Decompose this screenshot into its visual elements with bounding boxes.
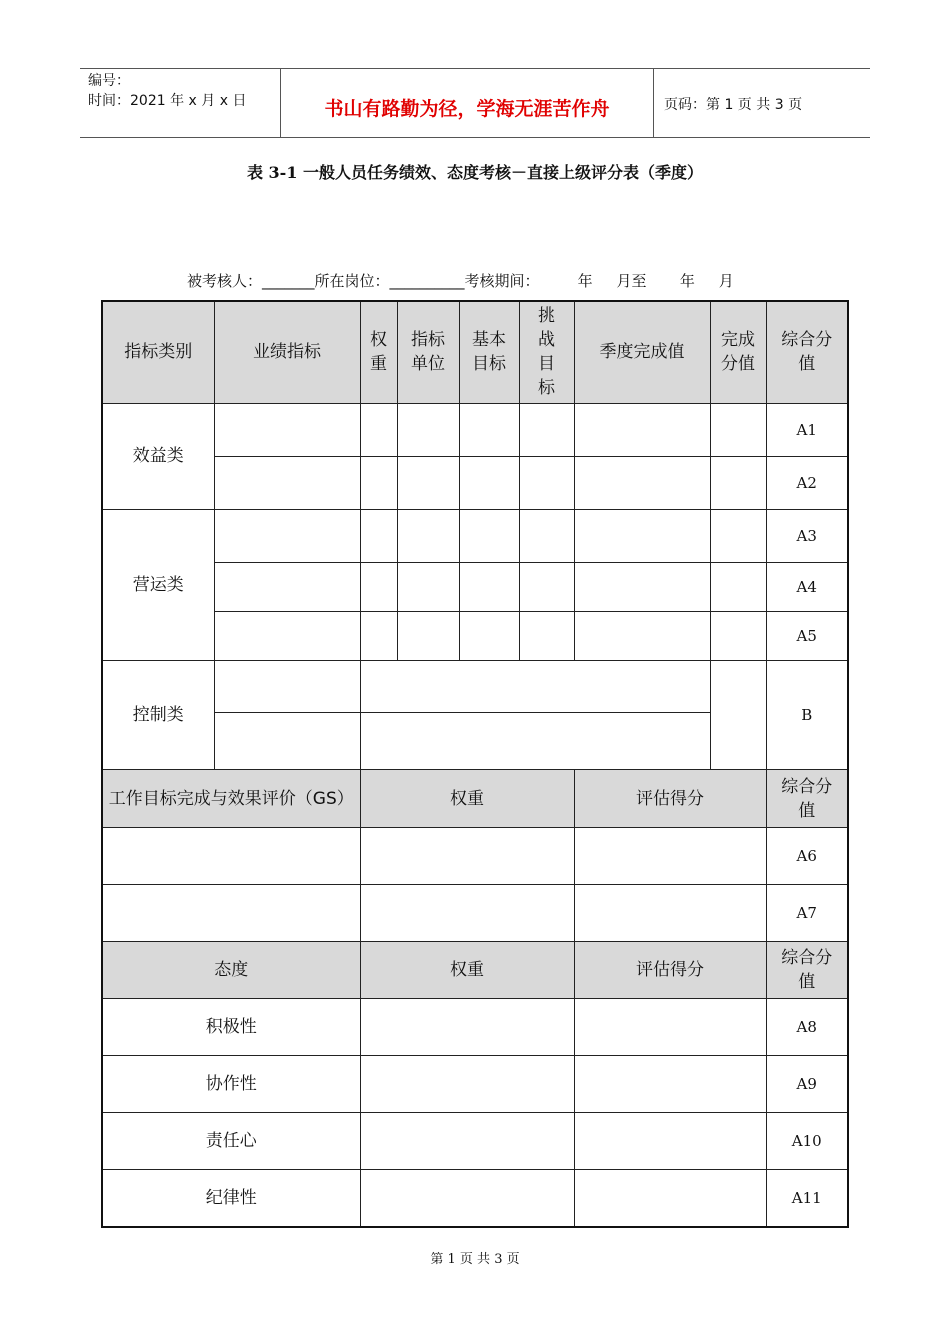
cell[interactable] [360,884,574,941]
cell[interactable] [102,884,360,941]
col-header: 权重 [360,301,397,403]
cell[interactable] [574,1170,766,1227]
cell[interactable] [574,509,710,562]
score-code: A3 [766,509,848,562]
table-row [102,661,848,713]
cell[interactable] [214,509,360,562]
gs-weight-header: 权重 [360,770,574,827]
gs-header-row [102,770,848,827]
cell[interactable] [574,563,710,612]
cell[interactable] [710,612,766,661]
cell[interactable] [519,403,574,456]
attitude-label: 积极性 [102,998,360,1055]
cell[interactable] [360,563,397,612]
score-code: A9 [766,1056,848,1113]
cell[interactable] [519,563,574,612]
number-label: 编号： [88,73,130,89]
gs-header: 工作目标完成与效果评价（GS） [102,770,360,827]
score-code: B [766,661,848,770]
col-header: 指标类别 [102,301,214,403]
score-code: A4 [766,563,848,612]
col-header: 指标单位 [397,301,459,403]
score-code: A10 [766,1113,848,1170]
cell[interactable] [360,509,397,562]
cell[interactable] [574,1056,766,1113]
page-info: 页码：第 1 页 共 3 页 [664,97,803,113]
cell[interactable] [459,563,519,612]
col-header: 季度完成值 [574,301,710,403]
cell[interactable] [574,884,766,941]
score-code: A2 [766,456,848,509]
cell[interactable] [519,456,574,509]
score-code: A7 [766,884,848,941]
table-row [102,456,848,509]
table-row [102,563,848,612]
attitude-weight-header: 权重 [360,941,574,998]
cell[interactable] [360,1113,574,1170]
col-header: 综合分值 [766,301,848,403]
cell[interactable] [360,456,397,509]
cell[interactable] [519,509,574,562]
table-row [102,1170,848,1227]
document-header [80,68,870,138]
cell[interactable] [214,456,360,509]
cell[interactable] [214,403,360,456]
cell[interactable] [214,713,360,770]
cell[interactable] [459,612,519,661]
cell[interactable] [360,403,397,456]
table-row [102,1056,848,1113]
score-code: A8 [766,998,848,1055]
score-code: A6 [766,827,848,884]
evaluation-table [101,300,849,1228]
score-code: A5 [766,612,848,661]
cell[interactable] [459,509,519,562]
header-left-cell [80,69,281,137]
table-row [102,998,848,1055]
gs-score-header: 评估得分 [574,770,766,827]
table-row [102,403,848,456]
col-header: 业绩指标 [214,301,360,403]
category-benefit: 效益类 [102,403,214,509]
cell[interactable] [102,827,360,884]
motto: 书山有路勤为径，学海无涯苦作舟 [281,69,654,137]
cell[interactable] [574,827,766,884]
attitude-score-header: 评估得分 [574,941,766,998]
gs-total-header: 综合分值 [766,770,848,827]
cell[interactable] [360,612,397,661]
cell[interactable] [710,509,766,562]
cell[interactable] [710,403,766,456]
cell[interactable] [214,612,360,661]
table-row [102,884,848,941]
date-line: 时间：2021 年 x 月 x 日 [88,93,247,109]
cell[interactable] [574,456,710,509]
cell[interactable] [360,713,710,770]
cell[interactable] [574,1113,766,1170]
col-header: 基本目标 [459,301,519,403]
cell[interactable] [397,612,459,661]
cell[interactable] [214,661,360,713]
col-header: 挑战目标 [519,301,574,403]
cell[interactable] [574,403,710,456]
attitude-header-row [102,941,848,998]
cell[interactable] [710,661,766,770]
cell[interactable] [360,1056,574,1113]
document-title: 表 3-1 一般人员任务绩效、态度考核－直接上级评分表（季度） [246,163,704,182]
score-code: A1 [766,403,848,456]
table-row [102,1113,848,1170]
col-header: 完成分值 [710,301,766,403]
attitude-total-header: 综合分值 [766,941,848,998]
cell[interactable] [710,456,766,509]
cell[interactable] [360,1170,574,1227]
attitude-label: 协作性 [102,1056,360,1113]
category-control: 控制类 [102,661,214,770]
cell[interactable] [574,998,766,1055]
cell[interactable] [214,563,360,612]
score-code: A11 [766,1170,848,1227]
category-operation: 营运类 [102,509,214,660]
assessment-info-line: 被考核人：_______所在岗位：__________考核期间： 年 月至 年 月 [187,272,734,290]
cell[interactable] [397,456,459,509]
cell[interactable] [397,403,459,456]
attitude-label: 纪律性 [102,1170,360,1227]
attitude-label: 责任心 [102,1113,360,1170]
cell[interactable] [710,563,766,612]
cell[interactable] [397,563,459,612]
cell[interactable] [519,612,574,661]
cell[interactable] [360,827,574,884]
table-row [102,612,848,661]
cell[interactable] [459,456,519,509]
page-footer: 第 1 页 共 3 页 [430,1252,520,1267]
cell[interactable] [397,509,459,562]
cell[interactable] [459,403,519,456]
cell[interactable] [360,661,710,713]
table-row [102,827,848,884]
table-header-row [102,301,848,403]
cell[interactable] [574,612,710,661]
table-row [102,509,848,562]
cell[interactable] [360,998,574,1055]
attitude-header: 态度 [102,941,360,998]
